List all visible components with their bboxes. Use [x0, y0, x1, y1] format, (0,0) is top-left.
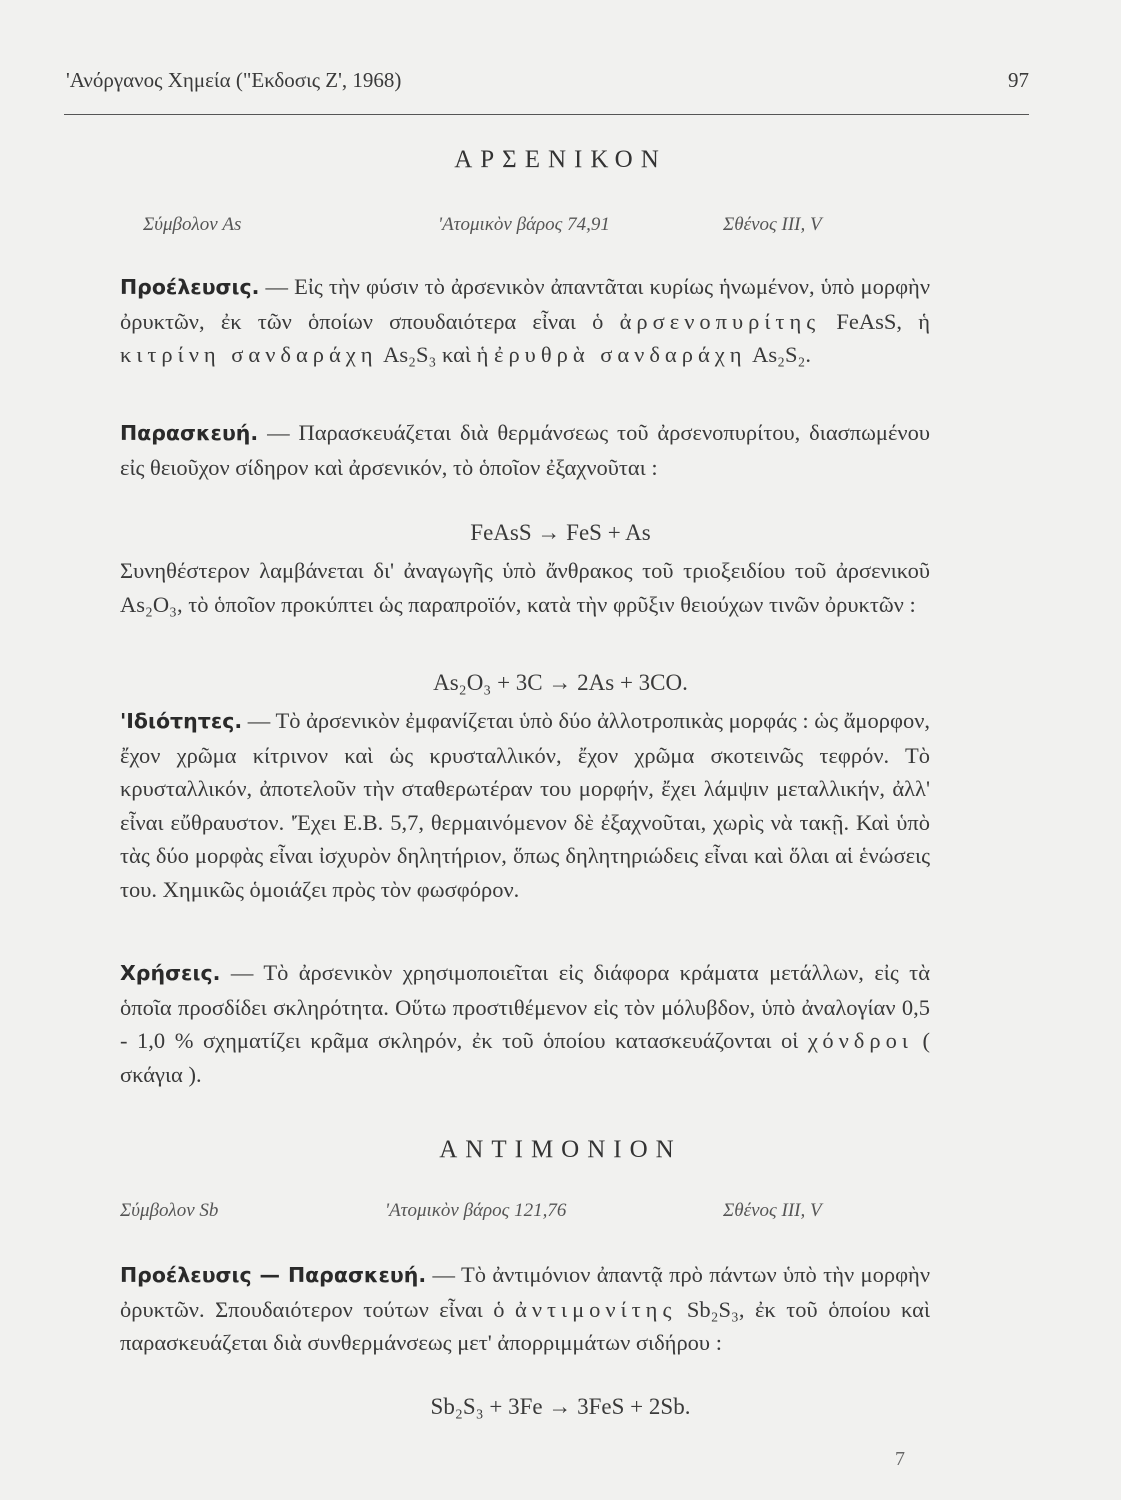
arsenic-valence: Σθένος III, V	[723, 214, 822, 235]
arsenic-title: ΑΡΣΕΝΙΚΟΝ	[454, 146, 667, 173]
arsenic-symbol: Σύμβολον As	[143, 214, 242, 235]
equation-arsenopyrite: FeAsS → FeS + As	[470, 520, 651, 545]
properties-text: — Τὸ ἀρσενικὸν ἐμφανίζεται ὑπὸ δύο ἀλλοτροπικὰς μορφάς : ὡς ἄμορφον, ἔχον χρῶμα κίτρινον καὶ ὡς κρυσταλλικόν, ἔχον χρῶμα σκοτεινῶς τεφρόν. Τὸ κρυσταλλικόν, ἀποτελοῦν τὴν σταθερωτέραν του μορφήν, ἔχει λάμψιν μεταλλικήν, ἀλλ' εἶναι εὔθραυστον. 'Έχει Ε.Β. 5,7, θερμαινόμενον δὲ ἐξαχνοῦται, χωρὶς νὰ τακῇ. Καὶ ὑπὸ τὰς δύο μορφὰς εἶναι ἰσχυρὸν δηλητήριον, ὅπως δηλητηριώδεις εἶναι καὶ ὅλαι αἱ ἑνώσεις του. Χημικῶς ὁμοιάζει πρὸς τὸν φωσφόρον.	[120, 708, 931, 902]
antimony-text-1: — Τὸ ἀντιμόνιον ἀπαντᾷ πρὸ πάντων ὑπὸ τὴν μορφὴν ὀρυκτῶν. Σπουδαιότερον τούτων εἶναι ὁ	[120, 1262, 930, 1322]
equation-stibnite: Sb₂S₃ + 3Fe → 3FeS + 2Sb.	[430, 1394, 691, 1419]
mineral-realgar: ἐρυθρὰ σανδαράχη	[494, 342, 747, 367]
origin-text-4: As₂S₂.	[746, 342, 811, 367]
page-number: 97	[1008, 68, 1029, 92]
preparation-text: — Παρασκευάζεται διὰ θερμάνσεως τοῦ ἀρσενοπυρίτου, διασπωμένου εἰς θειοῦχον σίδηρον καὶ ἀρσενικόν, τὸ ὁποῖον ἐξαχνοῦται :	[120, 420, 930, 480]
antimony-valence: Σθένος III, V	[723, 1200, 822, 1221]
antimony-text-2: Sb₂S₃, ἐκ τοῦ ὁποίου καὶ παρασκευάζεται διὰ συνθερμάνσεως μετ' ἀπορριμμάτων σιδήρου :	[120, 1296, 931, 1355]
preparation-text-2: Συνηθέστερον λαμβάνεται δι' ἀναγωγῆς ὑπὸ ἄνθρακος τοῦ τριοξειδίου τοῦ ἀρσενικοῦ As₂O₃, τὸ ὁποῖον προκύπτει ὡς παραπροϊόν, κατὰ τὴν φρῦξιν θειούχων τινῶν ὀρυκτῶν :	[120, 558, 930, 617]
antimony-heading: Προέλευσις — Παρασκευή.	[120, 1263, 427, 1287]
equation-trioxide-reduction: As₂O₃ + 3C → 2As + 3CO.	[433, 670, 688, 695]
arsenic-preparation	[120, 416, 930, 484]
arsenic-uses	[120, 956, 930, 1091]
uses-text-2: ( σκάγια ).	[120, 1028, 930, 1087]
antimony-origin	[120, 1258, 930, 1360]
properties-heading: 'Ιδιότητες.	[120, 709, 243, 733]
mineral-orpiment: κιτρίνη σανδαράχη	[120, 342, 378, 367]
antimony-symbol: Σύμβολον Sb	[120, 1200, 219, 1221]
uses-text-1: — Τὸ ἀρσενικὸν χρησιμοποιεῖται εἰς διάφορα κράματα μετάλλων, εἰς τὰ ὁποῖα προσδίδει σκληρότητα. Οὕτω προστιθέμενον εἰς τὸν μόλυβδον, ὑπὸ ἀναλογίαν 0,5 - 1,0 % σχηματίζει κρᾶμα σκληρόν, ἐκ τοῦ ὁποίου κατασκευάζονται οἱ	[120, 960, 930, 1053]
antimony-atomic-weight: 'Ατομικὸν βάρος 121,76	[385, 1200, 567, 1221]
arsenic-preparation-2	[120, 554, 930, 621]
uses-heading: Χρήσεις.	[120, 961, 221, 985]
origin-text-1: — Εἰς τὴν φύσιν τὸ ἀρσενικὸν ἀπαντᾶται κυρίως ἡνωμένον, ὑπὸ μορφὴν ὀρυκτῶν, ἐκ τῶν ὁποίων σπουδαιότερα εἶναι ὁ	[120, 274, 930, 334]
arsenic-atomic-weight: 'Ατομικὸν βάρος 74,91	[438, 214, 610, 235]
preparation-heading: Παρασκευή.	[120, 421, 259, 445]
signature-mark: 7	[895, 1448, 905, 1470]
arsenic-properties	[120, 704, 930, 906]
arsenic-origin	[120, 270, 930, 372]
header-rule	[64, 114, 1029, 115]
running-head	[66, 68, 1029, 93]
uses-spaced-word: χόνδροι	[807, 1028, 913, 1053]
origin-text-3: As₂S₃ καὶ ἡ	[377, 342, 494, 367]
origin-heading: Προέλευσις.	[120, 275, 260, 299]
mineral-arsenopyrite: ἀρσενοπυρίτης	[619, 308, 821, 334]
book-title: 'Ανόργανος Χημεία ("Εκδοσις Ζ', 1968)	[66, 68, 402, 92]
mineral-stibnite: ἀντιμονίτης	[515, 1296, 677, 1322]
antimony-title: ΑΝΤΙΜΟΝΙΟΝ	[439, 1136, 682, 1163]
origin-text-2: FeAsS, ἡ	[820, 308, 930, 334]
